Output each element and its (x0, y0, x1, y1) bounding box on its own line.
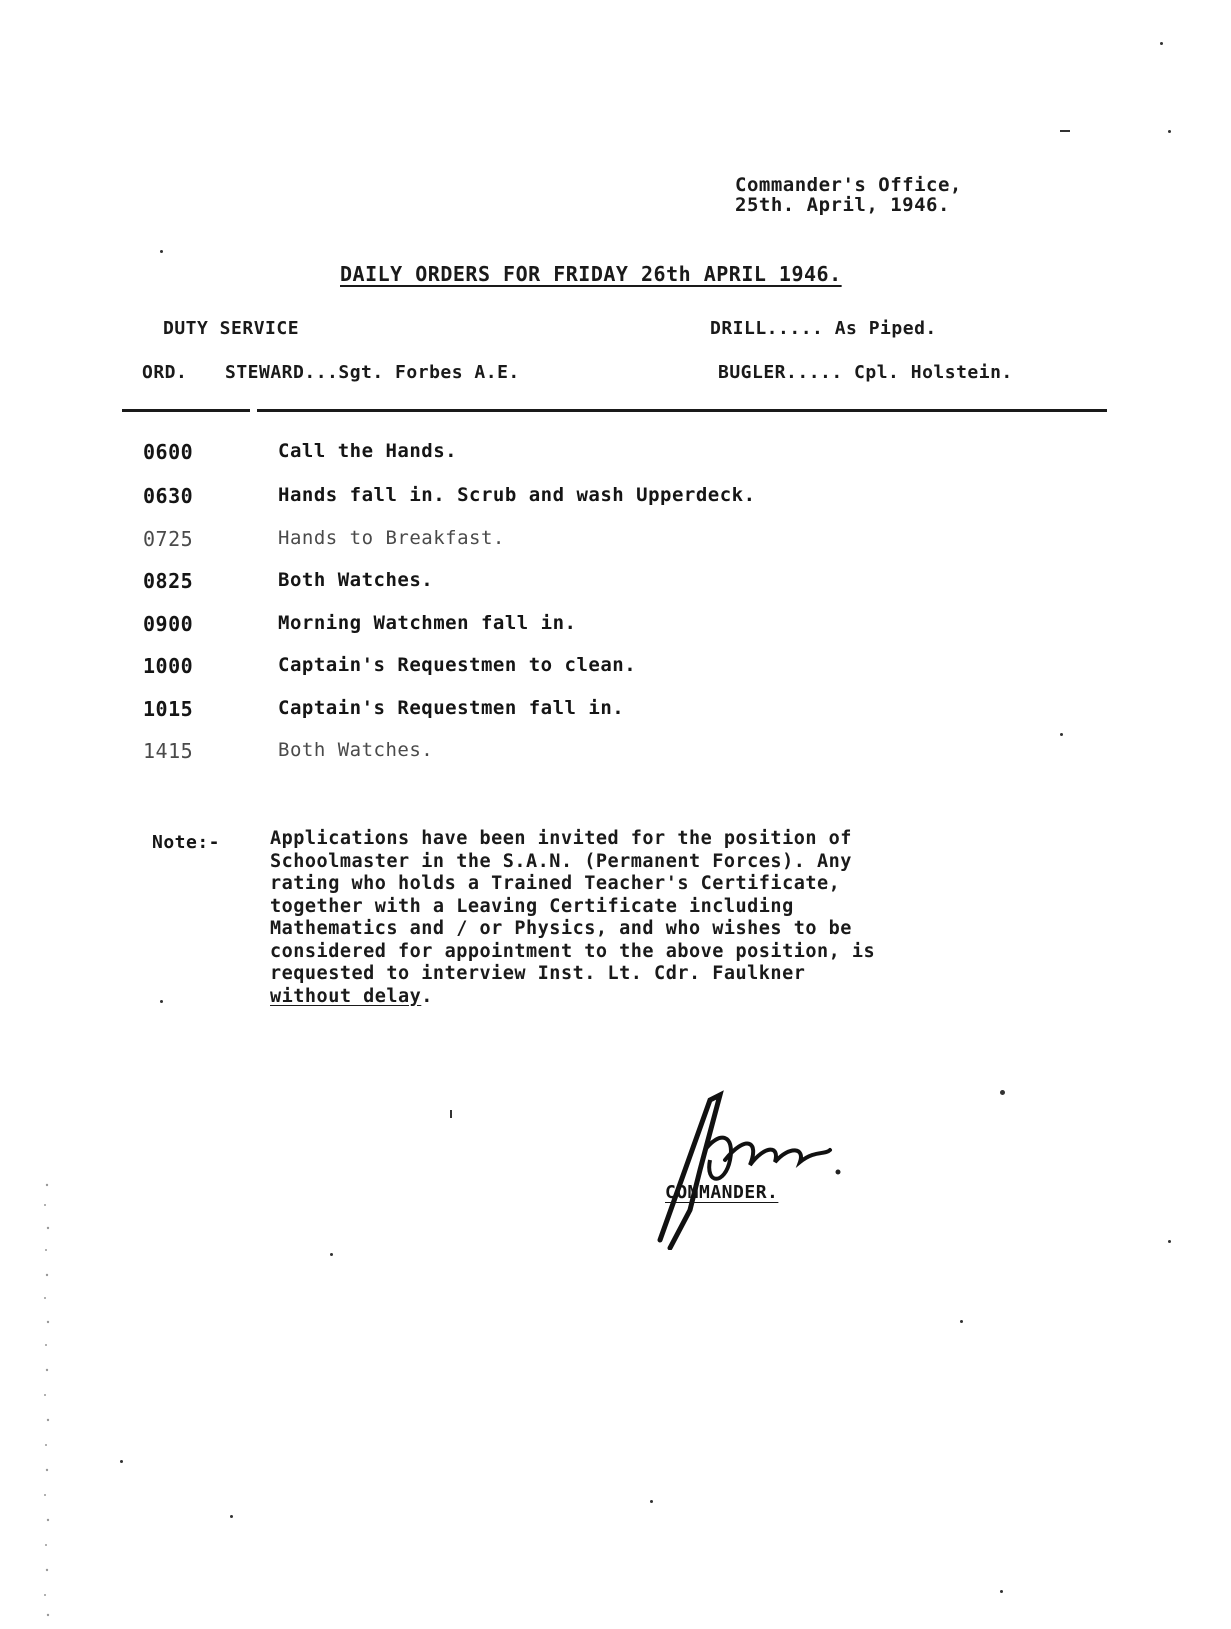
schedule-time: 0900 (143, 612, 194, 636)
paper-speck (1060, 733, 1063, 736)
schedule-event: Both Watches. (278, 569, 434, 591)
schedule-time: 0725 (143, 527, 194, 551)
duty-left-prefix: ORD. (142, 362, 188, 383)
schedule-row (0, 484, 1231, 514)
note-underlined-text: without delay (270, 985, 422, 1007)
schedule-row (0, 739, 1231, 769)
paper-speck (1168, 130, 1171, 133)
divider-rule-right (257, 409, 1107, 412)
paper-speck (230, 1515, 233, 1518)
schedule-event: Captain's Requestmen fall in. (278, 697, 625, 719)
note-line: together with a Leaving Certificate including (270, 895, 794, 917)
paper-speck (160, 1000, 163, 1003)
note-last-end: . (421, 985, 433, 1007)
schedule-row (0, 527, 1231, 557)
header-block (735, 175, 962, 215)
divider-rule-left (122, 409, 250, 412)
schedule-time: 0630 (143, 484, 194, 508)
note-line-last (270, 986, 990, 1009)
signature-icon (650, 1090, 880, 1250)
note-line: rating who holds a Trained Teacher's Certificate, (270, 873, 841, 894)
schedule-row (0, 612, 1231, 642)
paper-speck (450, 1110, 452, 1118)
schedule-time: 1415 (143, 739, 194, 763)
paper-speck (1160, 42, 1163, 45)
note-line: considered for appointment to the above position, is (270, 940, 876, 962)
paper-speck (160, 250, 163, 253)
schedule-event: Morning Watchmen fall in. (278, 612, 577, 634)
paper-speck (1060, 130, 1070, 132)
duty-right-top: DRILL..... As Piped. (710, 318, 937, 339)
paper-speck (1168, 1240, 1171, 1243)
paper-speck (120, 1460, 123, 1463)
paper-speck (1000, 1090, 1005, 1095)
margin-scan-noise (40, 1180, 54, 1620)
note-line: Schoolmaster in the S.A.N. (Permanent Forces). Any (270, 850, 852, 872)
paper-speck (650, 1500, 653, 1503)
schedule-event: Call the Hands. (278, 440, 458, 462)
schedule-event: Hands to Breakfast. (278, 527, 505, 549)
office-line: Commander's Office, (735, 174, 962, 196)
note-label: Note:- (152, 832, 221, 853)
duty-left-bottom: STEWARD...Sgt. Forbes A.E. (225, 362, 520, 383)
note-line: requested to interview Inst. Lt. Cdr. Faulkner (270, 963, 806, 984)
schedule-event: Both Watches. (278, 739, 434, 761)
paper-speck (960, 1320, 963, 1323)
document-title: DAILY ORDERS FOR FRIDAY 26th APRIL 1946. (340, 262, 842, 286)
date-line: 25th. April, 1946. (735, 194, 950, 216)
schedule-time: 1015 (143, 697, 194, 721)
schedule-time: 1000 (143, 654, 194, 678)
schedule-time: 0600 (143, 440, 194, 464)
schedule-event: Captain's Requestmen to clean. (278, 654, 637, 676)
paper-speck (330, 1253, 333, 1256)
schedule-row (0, 654, 1231, 684)
schedule-row (0, 697, 1231, 727)
note-line: Mathematics and / or Physics, and who wishes to be (270, 918, 852, 939)
note-text (270, 828, 990, 1008)
paper-speck (1000, 1590, 1003, 1593)
duty-left-top: DUTY SERVICE (163, 318, 300, 339)
commander-title: COMMANDER. (665, 1182, 779, 1203)
schedule-time: 0825 (143, 569, 194, 593)
schedule-row (0, 569, 1231, 599)
duty-right-bottom: BUGLER..... Cpl. Holstein. (718, 362, 1013, 383)
schedule-event: Hands fall in. Scrub and wash Upperdeck. (278, 484, 756, 506)
note-line: Applications have been invited for the position of (270, 828, 852, 849)
schedule-row (0, 440, 1231, 470)
